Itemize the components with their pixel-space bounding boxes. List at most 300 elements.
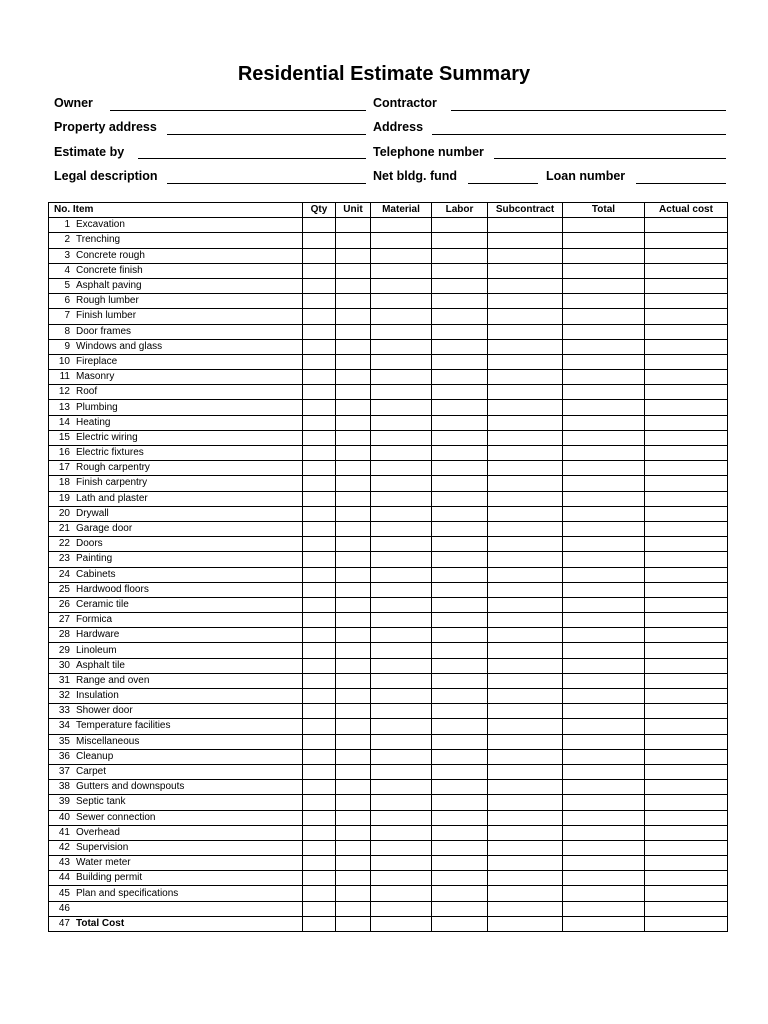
- qty-cell[interactable]: [303, 400, 336, 415]
- total-cell[interactable]: [563, 856, 645, 871]
- labor-cell[interactable]: [432, 719, 488, 734]
- material-cell[interactable]: [371, 643, 432, 658]
- qty-cell[interactable]: [303, 521, 336, 536]
- actual-cost-cell[interactable]: [645, 430, 728, 445]
- material-cell[interactable]: [371, 385, 432, 400]
- unit-cell[interactable]: [336, 643, 371, 658]
- labor-cell[interactable]: [432, 537, 488, 552]
- total-cell[interactable]: [563, 704, 645, 719]
- labor-cell[interactable]: [432, 446, 488, 461]
- material-cell[interactable]: [371, 628, 432, 643]
- total-cell[interactable]: [563, 643, 645, 658]
- labor-cell[interactable]: [432, 294, 488, 309]
- actual-cost-cell[interactable]: [645, 218, 728, 233]
- total-cell[interactable]: [563, 689, 645, 704]
- subcontract-cell[interactable]: [488, 446, 563, 461]
- total-cell[interactable]: [563, 749, 645, 764]
- actual-cost-cell[interactable]: [645, 476, 728, 491]
- material-cell[interactable]: [371, 476, 432, 491]
- material-cell[interactable]: [371, 704, 432, 719]
- total-cell[interactable]: [563, 658, 645, 673]
- qty-cell[interactable]: [303, 689, 336, 704]
- actual-cost-cell[interactable]: [645, 886, 728, 901]
- total-cell[interactable]: [563, 628, 645, 643]
- unit-cell[interactable]: [336, 263, 371, 278]
- labor-cell[interactable]: [432, 309, 488, 324]
- subcontract-cell[interactable]: [488, 597, 563, 612]
- labor-cell[interactable]: [432, 430, 488, 445]
- total-cell[interactable]: [563, 521, 645, 536]
- subcontract-cell[interactable]: [488, 582, 563, 597]
- labor-cell[interactable]: [432, 506, 488, 521]
- total-cell[interactable]: [563, 901, 645, 916]
- total-cell[interactable]: [563, 354, 645, 369]
- subcontract-cell[interactable]: [488, 248, 563, 263]
- labor-cell[interactable]: [432, 689, 488, 704]
- unit-cell[interactable]: [336, 810, 371, 825]
- actual-cost-cell[interactable]: [645, 385, 728, 400]
- unit-cell[interactable]: [336, 415, 371, 430]
- qty-cell[interactable]: [303, 567, 336, 582]
- material-cell[interactable]: [371, 263, 432, 278]
- total-cell[interactable]: [563, 446, 645, 461]
- contractor-field[interactable]: [451, 110, 726, 111]
- material-cell[interactable]: [371, 597, 432, 612]
- address-field[interactable]: [432, 134, 726, 135]
- subcontract-cell[interactable]: [488, 218, 563, 233]
- subcontract-cell[interactable]: [488, 613, 563, 628]
- labor-cell[interactable]: [432, 324, 488, 339]
- subcontract-cell[interactable]: [488, 901, 563, 916]
- unit-cell[interactable]: [336, 476, 371, 491]
- total-cell[interactable]: [563, 613, 645, 628]
- total-cell[interactable]: [563, 810, 645, 825]
- qty-cell[interactable]: [303, 643, 336, 658]
- labor-cell[interactable]: [432, 658, 488, 673]
- qty-cell[interactable]: [303, 673, 336, 688]
- material-cell[interactable]: [371, 537, 432, 552]
- actual-cost-cell[interactable]: [645, 400, 728, 415]
- material-cell[interactable]: [371, 673, 432, 688]
- material-cell[interactable]: [371, 886, 432, 901]
- labor-cell[interactable]: [432, 476, 488, 491]
- subcontract-cell[interactable]: [488, 749, 563, 764]
- qty-cell[interactable]: [303, 218, 336, 233]
- labor-cell[interactable]: [432, 825, 488, 840]
- subcontract-cell[interactable]: [488, 795, 563, 810]
- qty-cell[interactable]: [303, 278, 336, 293]
- labor-cell[interactable]: [432, 567, 488, 582]
- labor-cell[interactable]: [432, 491, 488, 506]
- labor-cell[interactable]: [432, 704, 488, 719]
- qty-cell[interactable]: [303, 430, 336, 445]
- total-cell[interactable]: [563, 385, 645, 400]
- material-cell[interactable]: [371, 506, 432, 521]
- actual-cost-cell[interactable]: [645, 354, 728, 369]
- subcontract-cell[interactable]: [488, 673, 563, 688]
- material-cell[interactable]: [371, 613, 432, 628]
- unit-cell[interactable]: [336, 613, 371, 628]
- subcontract-cell[interactable]: [488, 916, 563, 931]
- actual-cost-cell[interactable]: [645, 506, 728, 521]
- property-address-field[interactable]: [167, 134, 366, 135]
- qty-cell[interactable]: [303, 506, 336, 521]
- material-cell[interactable]: [371, 400, 432, 415]
- qty-cell[interactable]: [303, 233, 336, 248]
- actual-cost-cell[interactable]: [645, 704, 728, 719]
- material-cell[interactable]: [371, 901, 432, 916]
- qty-cell[interactable]: [303, 780, 336, 795]
- actual-cost-cell[interactable]: [645, 263, 728, 278]
- subcontract-cell[interactable]: [488, 233, 563, 248]
- subcontract-cell[interactable]: [488, 537, 563, 552]
- total-cell[interactable]: [563, 871, 645, 886]
- net-bldg-fund-field[interactable]: [468, 183, 538, 184]
- subcontract-cell[interactable]: [488, 825, 563, 840]
- subcontract-cell[interactable]: [488, 552, 563, 567]
- material-cell[interactable]: [371, 810, 432, 825]
- material-cell[interactable]: [371, 871, 432, 886]
- total-cell[interactable]: [563, 567, 645, 582]
- total-cell[interactable]: [563, 233, 645, 248]
- subcontract-cell[interactable]: [488, 704, 563, 719]
- qty-cell[interactable]: [303, 856, 336, 871]
- actual-cost-cell[interactable]: [645, 825, 728, 840]
- subcontract-cell[interactable]: [488, 263, 563, 278]
- labor-cell[interactable]: [432, 628, 488, 643]
- unit-cell[interactable]: [336, 309, 371, 324]
- unit-cell[interactable]: [336, 764, 371, 779]
- labor-cell[interactable]: [432, 597, 488, 612]
- total-cell[interactable]: [563, 506, 645, 521]
- labor-cell[interactable]: [432, 385, 488, 400]
- qty-cell[interactable]: [303, 613, 336, 628]
- qty-cell[interactable]: [303, 294, 336, 309]
- owner-field[interactable]: [110, 110, 366, 111]
- subcontract-cell[interactable]: [488, 385, 563, 400]
- total-cell[interactable]: [563, 673, 645, 688]
- actual-cost-cell[interactable]: [645, 339, 728, 354]
- labor-cell[interactable]: [432, 856, 488, 871]
- material-cell[interactable]: [371, 339, 432, 354]
- labor-cell[interactable]: [432, 673, 488, 688]
- qty-cell[interactable]: [303, 597, 336, 612]
- labor-cell[interactable]: [432, 810, 488, 825]
- actual-cost-cell[interactable]: [645, 446, 728, 461]
- unit-cell[interactable]: [336, 385, 371, 400]
- unit-cell[interactable]: [336, 628, 371, 643]
- qty-cell[interactable]: [303, 552, 336, 567]
- total-cell[interactable]: [563, 294, 645, 309]
- unit-cell[interactable]: [336, 567, 371, 582]
- subcontract-cell[interactable]: [488, 628, 563, 643]
- material-cell[interactable]: [371, 461, 432, 476]
- actual-cost-cell[interactable]: [645, 537, 728, 552]
- telephone-number-field[interactable]: [494, 158, 726, 159]
- actual-cost-cell[interactable]: [645, 628, 728, 643]
- actual-cost-cell[interactable]: [645, 689, 728, 704]
- unit-cell[interactable]: [336, 294, 371, 309]
- estimate-by-field[interactable]: [138, 158, 366, 159]
- material-cell[interactable]: [371, 248, 432, 263]
- qty-cell[interactable]: [303, 385, 336, 400]
- actual-cost-cell[interactable]: [645, 491, 728, 506]
- qty-cell[interactable]: [303, 248, 336, 263]
- total-cell[interactable]: [563, 309, 645, 324]
- qty-cell[interactable]: [303, 825, 336, 840]
- subcontract-cell[interactable]: [488, 354, 563, 369]
- actual-cost-cell[interactable]: [645, 643, 728, 658]
- total-cell[interactable]: [563, 840, 645, 855]
- unit-cell[interactable]: [336, 354, 371, 369]
- qty-cell[interactable]: [303, 628, 336, 643]
- qty-cell[interactable]: [303, 339, 336, 354]
- actual-cost-cell[interactable]: [645, 324, 728, 339]
- labor-cell[interactable]: [432, 749, 488, 764]
- unit-cell[interactable]: [336, 780, 371, 795]
- subcontract-cell[interactable]: [488, 491, 563, 506]
- qty-cell[interactable]: [303, 916, 336, 931]
- labor-cell[interactable]: [432, 415, 488, 430]
- material-cell[interactable]: [371, 491, 432, 506]
- material-cell[interactable]: [371, 430, 432, 445]
- actual-cost-cell[interactable]: [645, 278, 728, 293]
- labor-cell[interactable]: [432, 233, 488, 248]
- qty-cell[interactable]: [303, 354, 336, 369]
- total-cell[interactable]: [563, 461, 645, 476]
- material-cell[interactable]: [371, 370, 432, 385]
- actual-cost-cell[interactable]: [645, 233, 728, 248]
- unit-cell[interactable]: [336, 537, 371, 552]
- qty-cell[interactable]: [303, 476, 336, 491]
- unit-cell[interactable]: [336, 248, 371, 263]
- material-cell[interactable]: [371, 354, 432, 369]
- qty-cell[interactable]: [303, 263, 336, 278]
- qty-cell[interactable]: [303, 764, 336, 779]
- material-cell[interactable]: [371, 415, 432, 430]
- total-cell[interactable]: [563, 764, 645, 779]
- actual-cost-cell[interactable]: [645, 734, 728, 749]
- actual-cost-cell[interactable]: [645, 764, 728, 779]
- actual-cost-cell[interactable]: [645, 810, 728, 825]
- unit-cell[interactable]: [336, 673, 371, 688]
- material-cell[interactable]: [371, 233, 432, 248]
- qty-cell[interactable]: [303, 901, 336, 916]
- material-cell[interactable]: [371, 689, 432, 704]
- actual-cost-cell[interactable]: [645, 658, 728, 673]
- total-cell[interactable]: [563, 597, 645, 612]
- unit-cell[interactable]: [336, 552, 371, 567]
- total-cell[interactable]: [563, 476, 645, 491]
- subcontract-cell[interactable]: [488, 339, 563, 354]
- legal-description-field[interactable]: [167, 183, 366, 184]
- subcontract-cell[interactable]: [488, 689, 563, 704]
- qty-cell[interactable]: [303, 491, 336, 506]
- unit-cell[interactable]: [336, 916, 371, 931]
- labor-cell[interactable]: [432, 263, 488, 278]
- actual-cost-cell[interactable]: [645, 901, 728, 916]
- subcontract-cell[interactable]: [488, 871, 563, 886]
- qty-cell[interactable]: [303, 324, 336, 339]
- unit-cell[interactable]: [336, 370, 371, 385]
- actual-cost-cell[interactable]: [645, 567, 728, 582]
- subcontract-cell[interactable]: [488, 840, 563, 855]
- material-cell[interactable]: [371, 734, 432, 749]
- unit-cell[interactable]: [336, 749, 371, 764]
- total-cell[interactable]: [563, 324, 645, 339]
- subcontract-cell[interactable]: [488, 658, 563, 673]
- qty-cell[interactable]: [303, 658, 336, 673]
- material-cell[interactable]: [371, 324, 432, 339]
- subcontract-cell[interactable]: [488, 764, 563, 779]
- material-cell[interactable]: [371, 719, 432, 734]
- unit-cell[interactable]: [336, 901, 371, 916]
- actual-cost-cell[interactable]: [645, 294, 728, 309]
- labor-cell[interactable]: [432, 734, 488, 749]
- labor-cell[interactable]: [432, 613, 488, 628]
- total-cell[interactable]: [563, 278, 645, 293]
- total-cell[interactable]: [563, 339, 645, 354]
- subcontract-cell[interactable]: [488, 506, 563, 521]
- qty-cell[interactable]: [303, 871, 336, 886]
- unit-cell[interactable]: [336, 704, 371, 719]
- actual-cost-cell[interactable]: [645, 552, 728, 567]
- unit-cell[interactable]: [336, 825, 371, 840]
- actual-cost-cell[interactable]: [645, 871, 728, 886]
- unit-cell[interactable]: [336, 446, 371, 461]
- qty-cell[interactable]: [303, 795, 336, 810]
- qty-cell[interactable]: [303, 461, 336, 476]
- unit-cell[interactable]: [336, 689, 371, 704]
- subcontract-cell[interactable]: [488, 324, 563, 339]
- total-cell[interactable]: [563, 795, 645, 810]
- subcontract-cell[interactable]: [488, 294, 563, 309]
- unit-cell[interactable]: [336, 719, 371, 734]
- loan-number-field[interactable]: [636, 183, 726, 184]
- labor-cell[interactable]: [432, 400, 488, 415]
- actual-cost-cell[interactable]: [645, 521, 728, 536]
- unit-cell[interactable]: [336, 597, 371, 612]
- qty-cell[interactable]: [303, 370, 336, 385]
- labor-cell[interactable]: [432, 886, 488, 901]
- total-cell[interactable]: [563, 719, 645, 734]
- labor-cell[interactable]: [432, 764, 488, 779]
- actual-cost-cell[interactable]: [645, 856, 728, 871]
- material-cell[interactable]: [371, 749, 432, 764]
- actual-cost-cell[interactable]: [645, 582, 728, 597]
- unit-cell[interactable]: [336, 400, 371, 415]
- actual-cost-cell[interactable]: [645, 719, 728, 734]
- unit-cell[interactable]: [336, 521, 371, 536]
- qty-cell[interactable]: [303, 309, 336, 324]
- material-cell[interactable]: [371, 856, 432, 871]
- labor-cell[interactable]: [432, 339, 488, 354]
- material-cell[interactable]: [371, 218, 432, 233]
- qty-cell[interactable]: [303, 415, 336, 430]
- actual-cost-cell[interactable]: [645, 780, 728, 795]
- labor-cell[interactable]: [432, 871, 488, 886]
- total-cell[interactable]: [563, 263, 645, 278]
- material-cell[interactable]: [371, 780, 432, 795]
- material-cell[interactable]: [371, 309, 432, 324]
- actual-cost-cell[interactable]: [645, 415, 728, 430]
- subcontract-cell[interactable]: [488, 476, 563, 491]
- labor-cell[interactable]: [432, 248, 488, 263]
- labor-cell[interactable]: [432, 916, 488, 931]
- subcontract-cell[interactable]: [488, 370, 563, 385]
- total-cell[interactable]: [563, 400, 645, 415]
- unit-cell[interactable]: [336, 461, 371, 476]
- qty-cell[interactable]: [303, 582, 336, 597]
- actual-cost-cell[interactable]: [645, 248, 728, 263]
- total-cell[interactable]: [563, 415, 645, 430]
- labor-cell[interactable]: [432, 795, 488, 810]
- unit-cell[interactable]: [336, 734, 371, 749]
- total-cell[interactable]: [563, 370, 645, 385]
- material-cell[interactable]: [371, 916, 432, 931]
- subcontract-cell[interactable]: [488, 810, 563, 825]
- subcontract-cell[interactable]: [488, 856, 563, 871]
- labor-cell[interactable]: [432, 552, 488, 567]
- subcontract-cell[interactable]: [488, 415, 563, 430]
- unit-cell[interactable]: [336, 339, 371, 354]
- unit-cell[interactable]: [336, 795, 371, 810]
- unit-cell[interactable]: [336, 871, 371, 886]
- qty-cell[interactable]: [303, 446, 336, 461]
- qty-cell[interactable]: [303, 840, 336, 855]
- actual-cost-cell[interactable]: [645, 461, 728, 476]
- unit-cell[interactable]: [336, 886, 371, 901]
- labor-cell[interactable]: [432, 370, 488, 385]
- subcontract-cell[interactable]: [488, 734, 563, 749]
- material-cell[interactable]: [371, 582, 432, 597]
- subcontract-cell[interactable]: [488, 886, 563, 901]
- unit-cell[interactable]: [336, 840, 371, 855]
- material-cell[interactable]: [371, 764, 432, 779]
- unit-cell[interactable]: [336, 658, 371, 673]
- unit-cell[interactable]: [336, 491, 371, 506]
- subcontract-cell[interactable]: [488, 278, 563, 293]
- unit-cell[interactable]: [336, 278, 371, 293]
- actual-cost-cell[interactable]: [645, 749, 728, 764]
- subcontract-cell[interactable]: [488, 521, 563, 536]
- material-cell[interactable]: [371, 294, 432, 309]
- qty-cell[interactable]: [303, 749, 336, 764]
- unit-cell[interactable]: [336, 324, 371, 339]
- unit-cell[interactable]: [336, 233, 371, 248]
- labor-cell[interactable]: [432, 218, 488, 233]
- qty-cell[interactable]: [303, 537, 336, 552]
- total-cell[interactable]: [563, 916, 645, 931]
- material-cell[interactable]: [371, 658, 432, 673]
- total-cell[interactable]: [563, 582, 645, 597]
- material-cell[interactable]: [371, 840, 432, 855]
- actual-cost-cell[interactable]: [645, 309, 728, 324]
- actual-cost-cell[interactable]: [645, 370, 728, 385]
- total-cell[interactable]: [563, 552, 645, 567]
- total-cell[interactable]: [563, 218, 645, 233]
- subcontract-cell[interactable]: [488, 567, 563, 582]
- subcontract-cell[interactable]: [488, 643, 563, 658]
- labor-cell[interactable]: [432, 643, 488, 658]
- material-cell[interactable]: [371, 795, 432, 810]
- material-cell[interactable]: [371, 521, 432, 536]
- qty-cell[interactable]: [303, 810, 336, 825]
- actual-cost-cell[interactable]: [645, 795, 728, 810]
- qty-cell[interactable]: [303, 734, 336, 749]
- total-cell[interactable]: [563, 886, 645, 901]
- subcontract-cell[interactable]: [488, 719, 563, 734]
